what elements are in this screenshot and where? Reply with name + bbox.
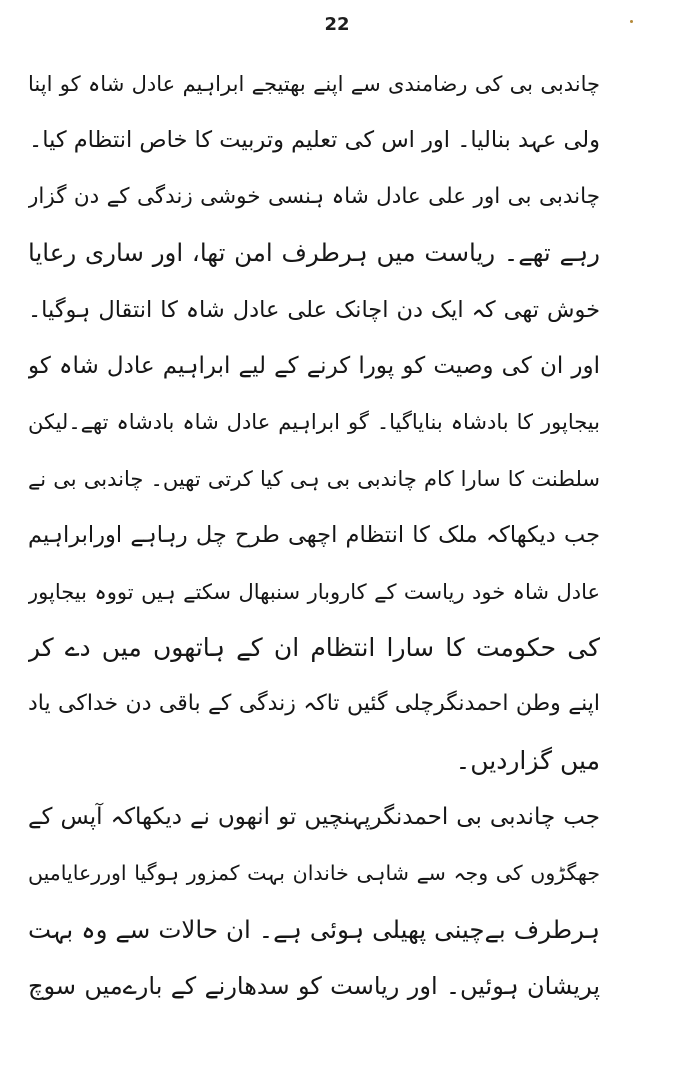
text-line: خوش تھی کہ ایک دن اچانک علی عادل شاہ کا انتقال ہوگیا۔ [28, 296, 600, 323]
text-line: ولی عہد بنالیا۔ اور اس کی تعلیم وتربیت کا خاص انتظام کیا۔ [29, 127, 600, 154]
text-line: پریشان ہوئیں۔ اور ریاست کو سدھارنے کے بارےمیں سوچ [28, 972, 600, 1001]
text-line: چاندبی بی کی رضامندی سے اپنے بھتیجے ابراہیم عادل شاہ کو اپنا [28, 72, 600, 96]
body-text [28, 56, 600, 1015]
text-line: کی حکومت کا سارا انتظام ان کے ہاتھوں میں دے کر [28, 632, 600, 662]
paper-speck [630, 20, 633, 23]
text-line: بیجاپور کا بادشاہ بنایاگیا۔ گو ابراہیم عادل شاہ بادشاہ تھے۔لیکن [28, 410, 600, 435]
text-line: سلطنت کا سارا کام چاندبی بی ہی کیا کرتی تھیں۔ چاندبی بی نے [28, 466, 600, 491]
text-line: جب دیکھاکہ ملک کا انتظام اچھی طرح چل رہاہے اورابراہیم [28, 522, 600, 549]
text-line: ہرطرف بےچینی پھیلی ہوئی ہے۔ ان حالات سے وہ بہت [28, 914, 600, 944]
text-line: رہے تھے۔ ریاست میں ہرطرف امن تھا، اور ساری رعایا [28, 238, 600, 268]
text-line: جب چاندبی بی احمدنگرپہنچیں تو انھوں نے دیکھاکہ آپس کے [28, 804, 600, 831]
text-line: عادل شاہ خود ریاست کے کاروبار سنبھال سکتے ہیں تووہ بیجاپور [28, 579, 600, 604]
text-line: اپنے وطن احمدنگرچلی گئیں تاکہ زندگی کے باقی دن خداکی یاد [28, 691, 600, 717]
text-line: چاندبی بی اور علی عادل شاہ ہنسی خوشی زندگی کے دن گزار [28, 183, 600, 209]
text-line: جھگڑوں کی وجہ سے شاہی خاندان بہت کمزور ہوگیا اوررعایامیں [28, 861, 600, 886]
text-line: میں گزاردیں۔ [455, 745, 600, 775]
text-line: اور ان کی وصیت کو پورا کرنے کے لیے ابراہیم عادل شاہ کو [28, 352, 600, 379]
page-number: 22 [324, 14, 350, 35]
